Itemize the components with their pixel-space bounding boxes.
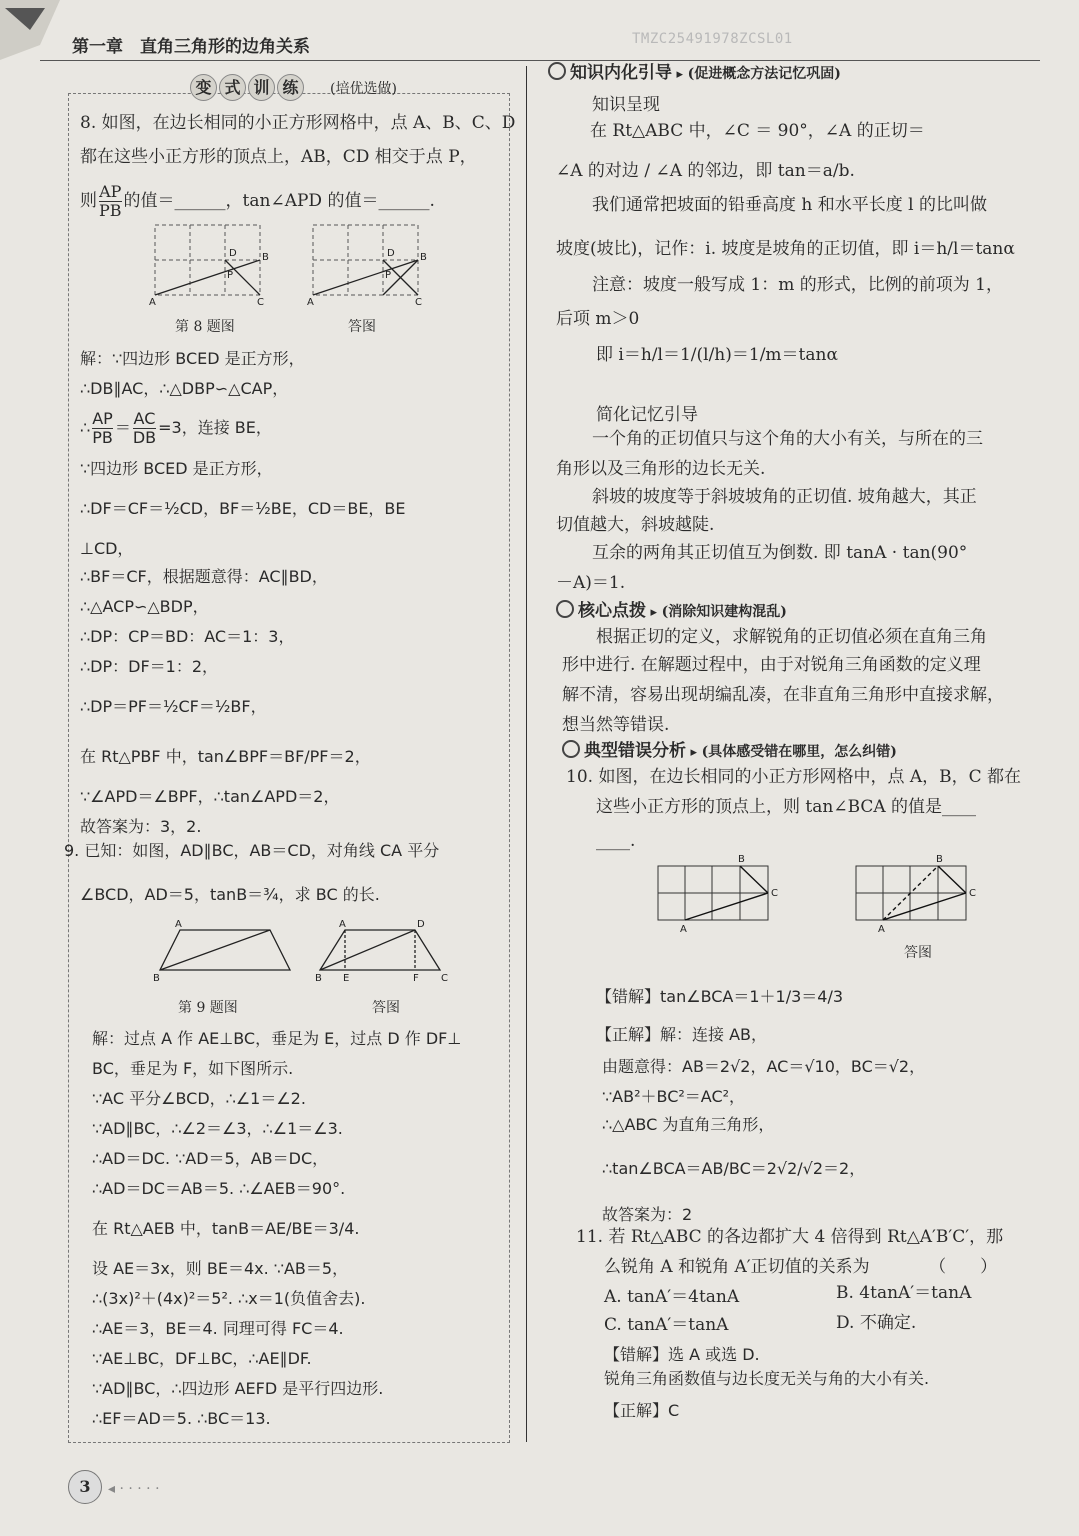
- q8-line3-post: 的值＝______，tan∠APD 的值＝______.: [123, 191, 435, 211]
- s1-line: ∠A 的对边 / ∠A 的邻边，即 tan＝a/b.: [556, 161, 855, 181]
- s1-line: 注意：坡度一般写成 1：m 的形式，比例的前项为 1，: [592, 275, 1003, 295]
- section1-sub: 知识呈现: [592, 95, 660, 115]
- svg-text:B: B: [936, 854, 943, 865]
- q11-option: D. 不确定.: [836, 1313, 917, 1333]
- svg-text:E: E: [343, 973, 350, 984]
- sol8-line: 在 Rt△PBF 中，tan∠BPF＝BF/PF＝2，: [80, 747, 371, 766]
- section3-note: (具体感受错在哪里，怎么纠错): [701, 744, 897, 760]
- svg-text:A: A: [339, 919, 346, 930]
- fraction-denominator: DB: [132, 428, 157, 447]
- q10-ans-caption: 答图: [904, 945, 932, 961]
- sol9-line: 设 AE＝3x，则 BE＝4x. ∵AB＝5，: [92, 1259, 349, 1278]
- q10-line: 10. 如图，在边长相同的小正方形网格中，点 A，B，C 都在: [566, 767, 1022, 787]
- q10-right-line: ∴△ABC 为直角三角形，: [602, 1115, 775, 1134]
- section-gear-icon: [548, 62, 566, 80]
- q11-option: B. 4tanA′＝tanA: [836, 1283, 972, 1303]
- section1-title: 知识内化引导: [570, 63, 672, 83]
- svg-text:A: A: [680, 924, 687, 935]
- svg-text:C: C: [969, 888, 976, 899]
- svg-text:A: A: [878, 924, 885, 935]
- sol8-line: ∴△ACP∽△BDP，: [80, 597, 209, 616]
- sol8-line: ∵四边形 BCED 是正方形，: [80, 459, 273, 478]
- q11-option: C. tanA′＝tanA: [604, 1315, 729, 1335]
- q8-fig-caption: 第 8 题图: [175, 319, 235, 335]
- section1-note: (促进概念方法记忆巩固): [687, 66, 841, 82]
- q11-line: 11. 若 Rt△ABC 的各边都扩大 4 倍得到 Rt△A′B′C′，那: [576, 1227, 1004, 1247]
- q8-line3: [80, 180, 435, 222]
- sol9-line: ∴AD＝DC. ∵AD＝5，AB＝DC，: [92, 1149, 329, 1168]
- q9-figures: [145, 915, 465, 990]
- svg-text:A: A: [149, 297, 156, 308]
- section2-note: (消除知识建构混乱): [661, 604, 787, 620]
- sol8-line: 解：∵四边形 BCED 是正方形，: [80, 349, 305, 368]
- svg-text:B: B: [262, 252, 269, 263]
- q11-line: 么锐角 A 和锐角 A′正切值的关系为 （ ）: [604, 1257, 998, 1277]
- sol9-line: ∵AE⊥BC，DF⊥BC，∴AE∥DF.: [92, 1349, 312, 1368]
- sol8-line: =3，连接 BE，: [158, 418, 272, 437]
- svg-text:C: C: [771, 888, 778, 899]
- page-code: TMZC25491978ZCSL01: [632, 31, 793, 47]
- q10-right-line: 故答案为：2: [602, 1205, 693, 1224]
- q10-figures: [650, 850, 990, 935]
- q11-wrong: 【错解】选 A 或选 D.: [604, 1345, 760, 1364]
- s1-memo: 斜坡的坡度等于斜坡坡角的正切值. 坡角越大，其正: [592, 487, 977, 507]
- section3-header: 典型错误分析 ▸ (具体感受错在哪里，怎么纠错): [562, 740, 897, 764]
- q11-option: A. tanA′＝4tanA: [604, 1287, 740, 1307]
- sol9-line: 解：过点 A 作 AE⊥BC，垂足为 E，过点 D 作 DF⊥: [92, 1029, 462, 1048]
- svg-text:D: D: [229, 248, 237, 259]
- sol9-line: ∴AE＝3，BE＝4. 同理可得 FC＝4.: [92, 1319, 344, 1338]
- svg-text:P: P: [385, 270, 392, 281]
- fraction-numerator: AC: [133, 409, 156, 428]
- sol9-line: ∴AD＝DC＝AB＝5. ∴∠AEB＝90°.: [92, 1179, 346, 1198]
- q8-line1: 8. 如图，在边长相同的小正方形网格中，点 A、B、C、D: [80, 113, 516, 133]
- sol9-line: 在 Rt△AEB 中，tanB＝AE/BE＝3/4.: [92, 1219, 360, 1238]
- svg-text:B: B: [315, 973, 322, 984]
- q10-right-line: 由题意得：AB＝2√2，AC＝√10，BC＝√2，: [602, 1057, 926, 1076]
- q8-ans-caption: 答图: [348, 319, 376, 335]
- sol8-line: ∵∠APD＝∠BPF，∴tan∠APD＝2，: [80, 787, 340, 806]
- badge-note: (培优选做): [330, 81, 397, 97]
- sol9-line: ∵AD∥BC，∴四边形 AEFD 是平行四边形.: [92, 1379, 384, 1398]
- sol8-line: ∴DP＝PF＝½CF＝½BF，: [80, 697, 267, 716]
- svg-text:C: C: [441, 973, 448, 984]
- sol9-line: BC，垂足为 F，如下图所示.: [92, 1059, 294, 1078]
- q8-line2: 都在这些小正方形的顶点上，AB，CD 相交于点 P，: [80, 147, 477, 167]
- q10-right-line: ∴tan∠BCA＝AB/BC＝2√2/√2＝2，: [602, 1159, 866, 1178]
- sol8-line: ∴DF＝CF＝½CD，BF＝½BE，CD＝BE，BE: [80, 499, 406, 518]
- s1-memo: －A)＝1.: [556, 573, 626, 593]
- page-number: 3: [68, 1470, 102, 1504]
- page-dots: ◂ · · · · ·: [108, 1481, 160, 1497]
- sol8-line: ∴DP：DF＝1：2，: [80, 657, 219, 676]
- sol8-ratio: ∴ $\frac{AP}{PB}$ ＝ $\frac{AC}{DB}$ =3，连接 BE，: [80, 409, 272, 447]
- q10-line: ____.: [596, 831, 636, 851]
- svg-text:A: A: [307, 297, 314, 308]
- q10-right-line: ∵AB²＋BC²＝AC²，: [602, 1087, 746, 1106]
- sol9-line: ∵AD∥BC，∴∠2＝∠3，∴∠1＝∠3.: [92, 1119, 343, 1138]
- s2-line: 解不清，容易出现胡编乱凑，在非直角三角形中直接求解，: [562, 685, 1004, 705]
- svg-text:C: C: [415, 297, 422, 308]
- q10-right-line: 【正解】解：连接 AB，: [596, 1025, 768, 1044]
- sol8-line: ∴DB∥AC，∴△DBP∽△CAP，: [80, 379, 289, 398]
- q10-wrong: 【错解】tan∠BCA＝1＋1/3＝4/3: [596, 987, 844, 1006]
- q8-figures: [145, 220, 485, 310]
- section-gear-icon: [556, 600, 574, 618]
- s1-memo: 角形以及三角形的边长无关.: [556, 459, 766, 479]
- q10-line: 这些小正方形的顶点上，则 tan∠BCA 的值是____: [596, 797, 977, 817]
- s1-memo: 互余的两角其正切值互为倒数. 即 tanA · tan(90°: [592, 543, 968, 563]
- q8-fraction: [99, 183, 122, 220]
- badge-char: 练: [277, 74, 304, 101]
- sol9-line: ∵AC 平分∠BCD，∴∠1＝∠2.: [92, 1089, 306, 1108]
- s2-line: 想当然等错误.: [562, 715, 670, 735]
- s2-line: 根据正切的定义，求解锐角的正切值必须在直角三角: [596, 627, 987, 647]
- section2-header: 核心点拨 ▸ (消除知识建构混乱): [556, 600, 787, 624]
- svg-text:C: C: [257, 297, 264, 308]
- svg-text:D: D: [417, 919, 425, 930]
- svg-text:D: D: [387, 248, 395, 259]
- sol8-line: ∴DP：CP＝BD：AC＝1：3，: [80, 627, 295, 646]
- s1-memo: 一个角的正切值只与这个角的大小有关，与所在的三: [592, 429, 983, 449]
- svg-text:B: B: [153, 973, 160, 984]
- badge-char: 式: [219, 74, 246, 101]
- q9-fig-caption: 第 9 题图: [178, 1000, 238, 1016]
- s1-line: 后项 m＞0: [556, 309, 640, 329]
- s1-line: 在 Rt△ABC 中，∠C ＝ 90°，∠A 的正切＝: [590, 121, 925, 141]
- q9-line2: ∠BCD，AD＝5，tanB＝¾，求 BC 的长.: [80, 885, 380, 904]
- q11-note: 锐角三角函数值与边长度无关与角的大小有关.: [604, 1369, 930, 1388]
- svg-text:B: B: [738, 854, 745, 865]
- svg-text:A: A: [175, 919, 182, 930]
- section1-sub2: 简化记忆引导: [596, 405, 698, 425]
- sol9-line: ∴EF＝AD＝5. ∴BC＝13.: [92, 1409, 271, 1428]
- section-badge: [190, 74, 330, 104]
- fraction-denominator: PB: [92, 428, 113, 447]
- fraction-numerator: AP: [99, 182, 122, 201]
- q8-line3-pre: 则: [80, 191, 97, 211]
- sol9-line: ∴(3x)²＋(4x)²＝5². ∴x＝1(负值舍去).: [92, 1289, 366, 1308]
- section2-title: 核心点拨: [578, 601, 646, 621]
- svg-text:P: P: [227, 270, 234, 281]
- chapter-title: 第一章 直角三角形的边角关系: [72, 37, 310, 57]
- s1-line: 即 i＝h/l＝1/(l/h)＝1/m＝tanα: [596, 345, 838, 365]
- badge-char: 变: [190, 74, 217, 101]
- s2-line: 形中进行. 在解题过程中，由于对锐角三角函数的定义理: [562, 655, 981, 675]
- header-rule: [40, 60, 1040, 61]
- fraction-numerator: AP: [92, 409, 113, 428]
- svg-text:F: F: [413, 973, 419, 984]
- fraction-denominator: PB: [99, 201, 122, 220]
- sol8-line: ∴BF＝CF，根据题意得：AC∥BD，: [80, 567, 328, 586]
- q11-right: 【正解】C: [604, 1401, 680, 1420]
- s1-line: 我们通常把坡面的铅垂高度 h 和水平长度 l 的比叫做: [592, 195, 987, 215]
- badge-char: 训: [248, 74, 275, 101]
- sol8-line: ⊥CD，: [80, 539, 134, 558]
- sol8-line: 故答案为：3，2.: [80, 817, 202, 836]
- section1-header: 知识内化引导 ▸ (促进概念方法记忆巩固): [548, 62, 841, 86]
- s1-memo: 切值越大，斜坡越陡.: [556, 515, 715, 535]
- s1-line: 坡度(坡比)，记作：i. 坡度是坡角的正切值，即 i＝h/l＝tanα: [556, 239, 1015, 259]
- column-divider: [526, 66, 527, 1442]
- section-gear-icon: [562, 740, 580, 758]
- section3-title: 典型错误分析: [584, 741, 686, 761]
- svg-text:B: B: [420, 252, 427, 263]
- q9-line1: 9. 已知：如图，AD∥BC，AB＝CD，对角线 CA 平分: [64, 841, 440, 860]
- q9-ans-caption: 答图: [372, 1000, 400, 1016]
